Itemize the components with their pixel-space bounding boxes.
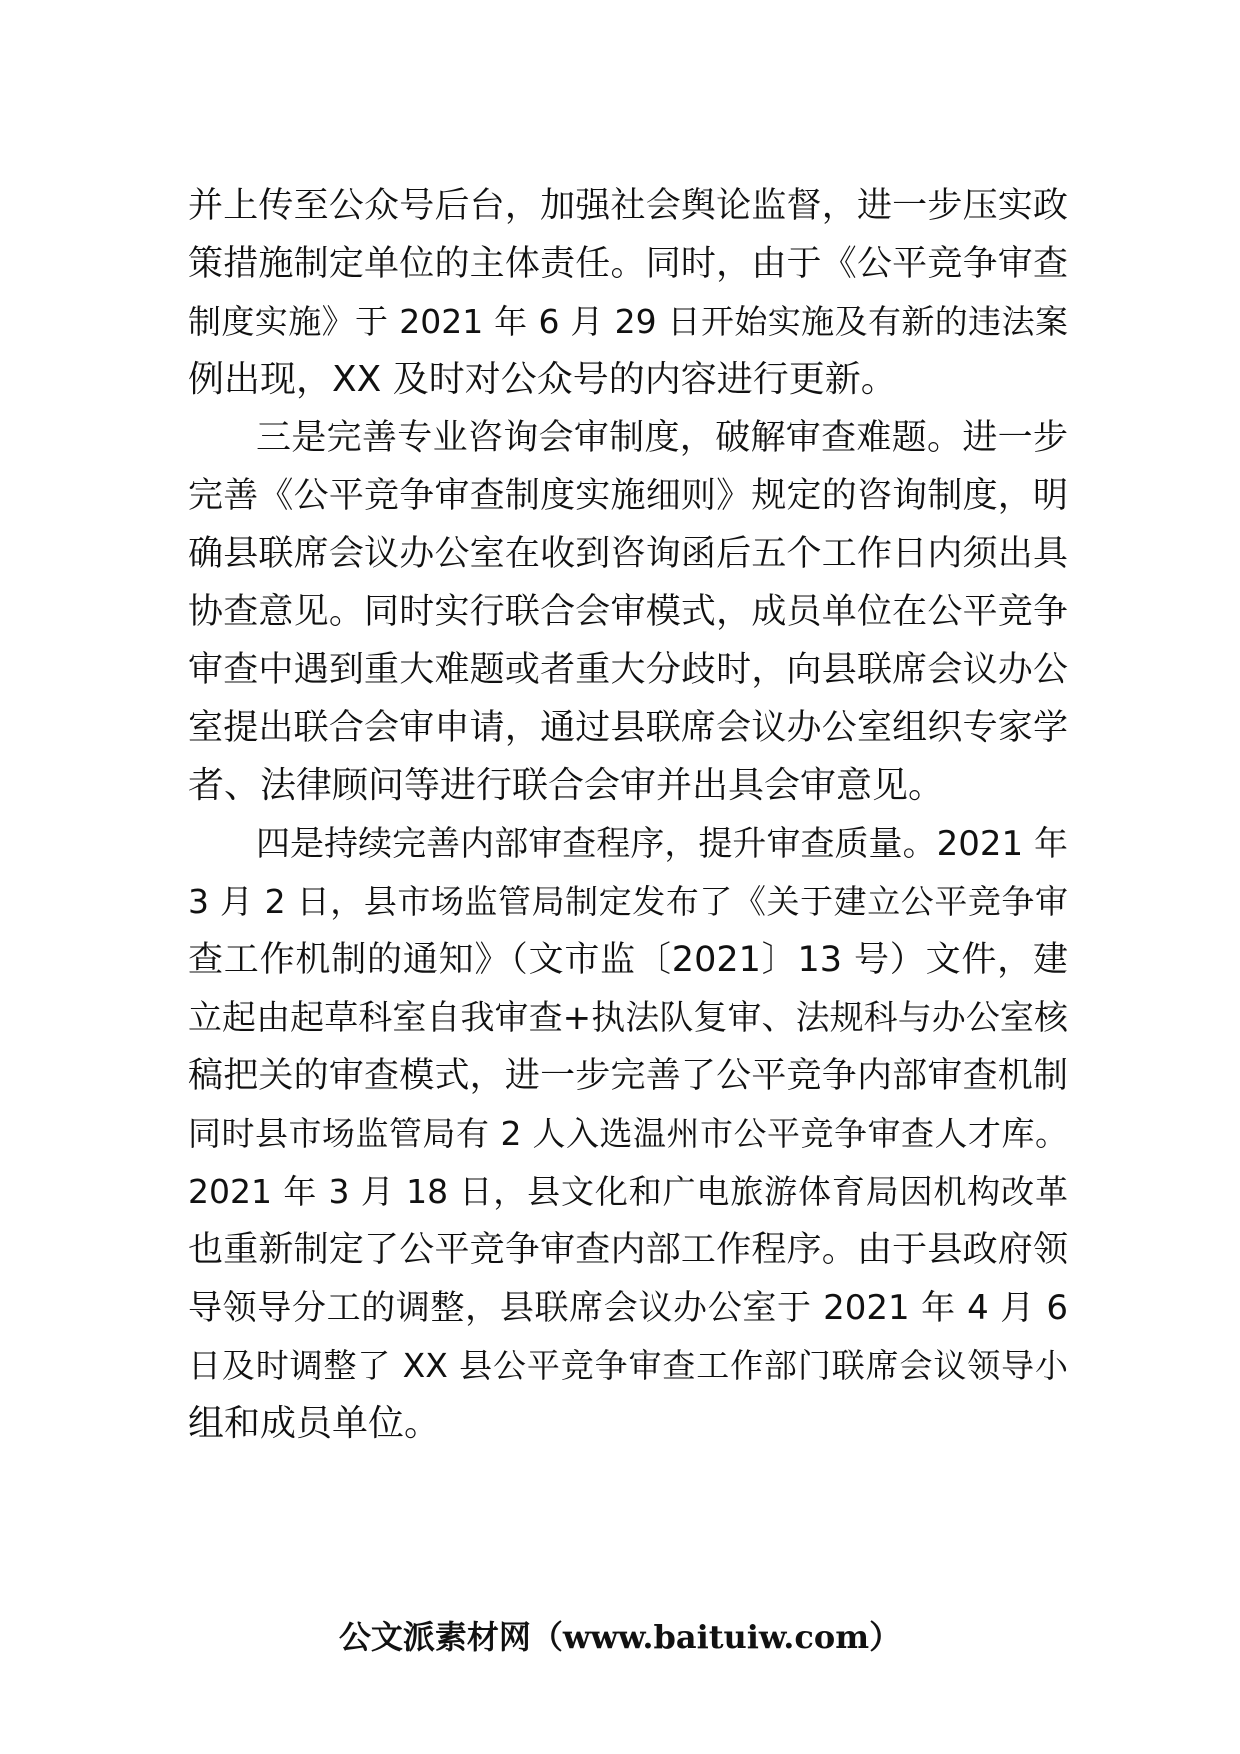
- paragraph-line: 也重新制定了公平竞争审查内部工作程序。由于县政府领: [188, 1230, 1068, 1270]
- paragraph-line: 稿把关的审查模式，进一步完善了公平竞争内部审查机制: [188, 1056, 1068, 1096]
- paragraph-line: 并上传至公众号后台，加强社会舆论监督，进一步压实政: [188, 186, 1068, 226]
- paragraph-line: 日及时调整了 XX 县公平竞争审查工作部门联席会议领导小: [188, 1346, 1068, 1385]
- footer-watermark: 公文派素材网（www.baituiw.com）: [338, 1618, 902, 1656]
- paragraph-line: 确县联席会议办公室在收到咨询函后五个工作日内须出具: [188, 534, 1068, 574]
- paragraph-line: 导领导分工的调整，县联席会议办公室于 2021 年 4 月 6: [188, 1288, 1068, 1328]
- paragraph-line: 策措施制定单位的主体责任。同时，由于《公平竞争审查: [188, 244, 1068, 284]
- paragraph-line: 者、法律顾问等进行联合会审并出具会审意见。: [188, 765, 945, 806]
- paragraph-line: 四是持续完善内部审查程序，提升审查质量。2021 年: [256, 824, 1068, 864]
- paragraph-line: 协查意见。同时实行联合会审模式，成员单位在公平竞争: [188, 592, 1068, 632]
- paragraph-line: 审查中遇到重大难题或者重大分歧时，向县联席会议办公: [188, 650, 1068, 690]
- paragraph-line: 立起由起草科室自我审查+执法队复审、法规科与办公室核: [188, 998, 1068, 1038]
- paragraph-line: 制度实施》于 2021 年 6 月 29 日开始实施及有新的违法案: [188, 302, 1068, 341]
- paragraph-line: 室提出联合会审申请，通过县联席会议办公室组织专家学: [188, 708, 1068, 748]
- paragraph-line: 3 月 2 日，县市场监管局制定发布了《关于建立公平竞争审: [188, 882, 1068, 921]
- paragraph-line: 例出现，XX 及时对公众号的内容进行更新。: [188, 359, 897, 400]
- paragraph-line: 同时县市场监管局有 2 人入选温州市公平竞争审查人才库。: [188, 1114, 1068, 1153]
- paragraph-line: 三是完善专业咨询会审制度，破解审查难题。进一步: [256, 418, 1068, 458]
- paragraph-line: 2021 年 3 月 18 日，县文化和广电旅游体育局因机构改革: [188, 1172, 1068, 1211]
- paragraph-line: 查工作机制的通知》（文市监〔2021〕13 号）文件，建: [188, 940, 1068, 980]
- paragraph-line: 组和成员单位。: [188, 1403, 441, 1444]
- paragraph-line: 完善《公平竞争审查制度实施细则》规定的咨询制度，明: [188, 476, 1068, 516]
